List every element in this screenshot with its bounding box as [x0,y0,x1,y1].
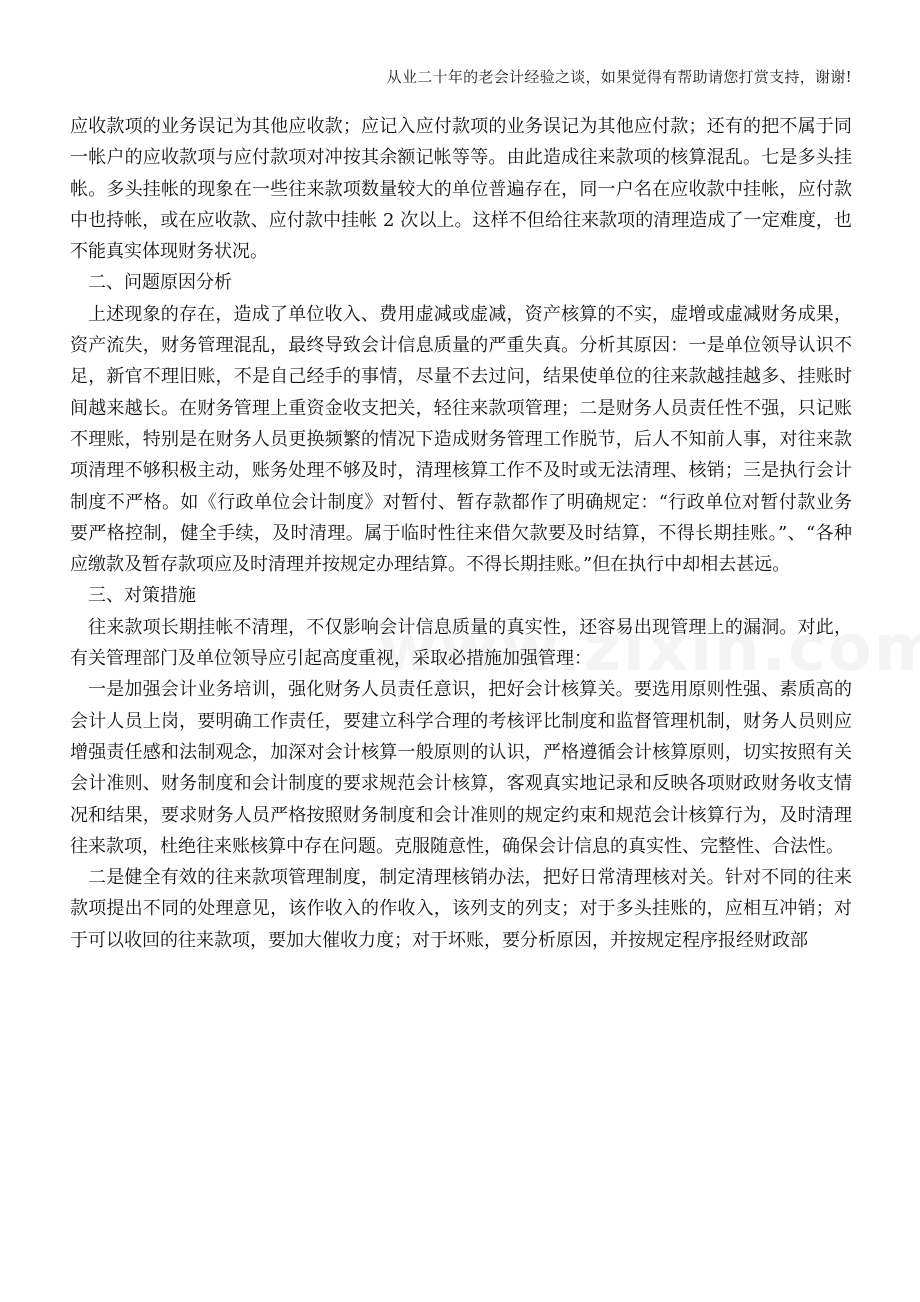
paragraph-2: 上述现象的存在，造成了单位收入、费用虚减或虚减，资产核算的不实，虚增或虚减财务成果，资产流失，财务管理混乱，最终导致会计信息质量的严重失真。分析其原因：一是单位领导认识不足，新官不理旧账，不是自己经手的事情，尽量不去过问，结果使单位的往来款越挂越多、挂账时间越来越长。在财务管理上重资金收支把关，轻往来款项管理；二是财务人员责任性不强，只记账不理账，特别是在财务人员更换频繁的情况下造成财务管理工作脱节，后人不知前人事，对往来款项清理不够积极主动，账务处理不够及时，清理核算工作不及时或无法清理、核销；三是执行会计制度不严格。如《行政单位会计制度》对暂付、暂存款都作了明确规定：“行政单位对暂付款业务要严格控制，健全手续，及时清理。属于临时性往来借欠款要及时结算，不得长期挂账。”、“各种应缴款及暂存款项应及时清理并按规定办理结算。不得长期挂账。”但在执行中却相去甚远。 [70,303,852,576]
paragraph-4: 一是加强会计业务培训，强化财务人员责任意识，把好会计核算关。要选用原则性强、素质高的会计人员上岗，要明确工作责任，要建立科学合理的考核评比制度和监督管理机制，财务人员则应增强责任感和法制观念，加深对会计核算一般原则的认识，严格遵循会计核算原则，切实按照有关会计准则、财务制度和会计制度的要求规范会计核算，客观真实地记录和反映各项财政财务收支情况和结果，要求财务人员严格按照财务制度和会计准则的规定约束和规范会计核算行为，及时清理往来款项，杜绝往来账核算中存在问题。克服随意性，确保会计信息的真实性、完整性、合法性。 [70,679,852,857]
header-note: 从业二十年的老会计经验之谈，如果觉得有帮助请您打赏支持，谢谢! [386,68,852,86]
section-heading-3: 三、对策措施 [88,585,196,607]
section-heading-2: 二、问题原因分析 [88,272,232,294]
paragraph-3: 往来款项长期挂帐不清理，不仅影响会计信息质量的真实性，还容易出现管理上的漏洞。对此，有关管理部门及单位领导应引起高度重视，采取必措施加强管理： [70,616,852,670]
paragraph-5: 二是健全有效的往来款项管理制度，制定清理核销办法，把好日常清理核对关。针对不同的往来款项提出不同的处理意见，该作收入的作收入，该列支的列支；对于多头挂账的，应相互冲销；对于可以收回的往来款项，要加大催收力度；对于坏账，要分析原因，并按规定程序报经财政部 [70,867,852,951]
document-body [70,111,852,956]
paragraph-1: 应收款项的业务误记为其他应收款；应记入应付款项的业务误记为其他应付款；还有的把不属于同一帐户的应收款项与应付款项对冲按其余额记帐等等。由此造成往来款项的核算混乱。七是多头挂帐。多头挂帐的现象在一些往来款项数量较大的单位普遍存在，同一户名在应收款中挂帐，应付款中也持帐，或在应收款、应付款中挂帐 2 次以上。这样不但给往来款项的清理造成了一定难度，也不能真实体现财务状况。 [70,116,852,263]
